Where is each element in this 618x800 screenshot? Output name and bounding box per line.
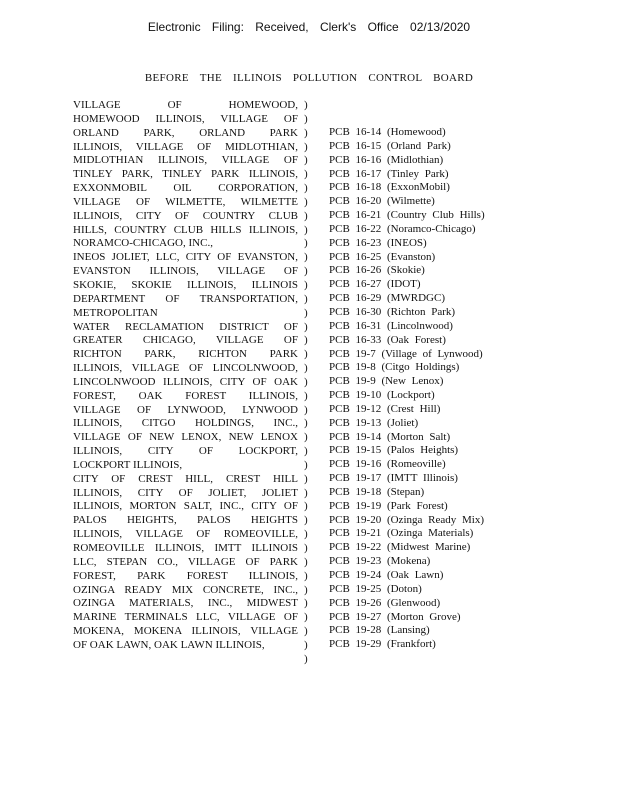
caption-paren: )	[304, 320, 308, 333]
caption-paren: )	[304, 445, 308, 458]
caption-paren: )	[304, 237, 308, 250]
case-number-line: PCB 16-17 (Tinley Park)	[329, 167, 449, 180]
caption-paren: )	[304, 528, 308, 541]
caption-paren: )	[304, 112, 308, 125]
party-line: DEPARTMENT OF TRANSPORTATION,	[73, 292, 298, 305]
caption-paren: )	[304, 154, 308, 167]
caption-paren: )	[304, 389, 308, 402]
case-number-line: PCB 19-16 (Romeoville)	[329, 458, 446, 471]
party-line: GREATER CHICAGO, VILLAGE OF	[73, 334, 298, 347]
party-line: PALOS HEIGHTS, PALOS HEIGHTS	[73, 514, 298, 527]
caption-paren: )	[304, 99, 308, 111]
case-number-line: PCB 16-29 (MWRDGC)	[329, 292, 446, 305]
party-line: MOKENA, MOKENA ILLINOIS, VILLAGE	[73, 625, 298, 638]
party-line: ILLINOIS, CITY OF JOLIET, JOLIET	[73, 486, 298, 499]
case-number-line: PCB 16-18 (ExxonMobil)	[329, 181, 450, 194]
case-number-line: PCB 16-31 (Lincolnwood)	[329, 319, 453, 332]
party-line: ILLINOIS, VILLAGE OF ROMEOVILLE,	[73, 528, 298, 541]
party-line: OZINGA MATERIALS, INC., MIDWEST	[73, 597, 298, 610]
party-line: ILLINOIS, CITGO HOLDINGS, INC.,	[73, 417, 298, 430]
party-line: EXXONMOBIL OIL CORPORATION,	[73, 182, 298, 195]
party-line: VILLAGE OF WILMETTE, WILMETTE	[73, 195, 298, 208]
caption-paren: )	[304, 223, 308, 236]
case-number-line: PCB 16-33 (Oak Forest)	[329, 333, 446, 346]
party-line: LOCKPORT ILLINOIS,	[73, 458, 183, 471]
case-number-line: PCB 19-21 (Ozinga Materials)	[329, 527, 474, 540]
case-number-line: PCB 16-21 (Country Club Hills)	[329, 209, 485, 222]
caption-paren: )	[304, 168, 308, 181]
caption-paren: )	[304, 569, 308, 582]
caption-paren: )	[304, 417, 308, 430]
party-line: ILLINOIS, CITY OF LOCKPORT,	[73, 445, 298, 458]
party-line: HOMEWOOD ILLINOIS, VILLAGE OF	[73, 112, 298, 125]
caption-paren: )	[304, 583, 308, 596]
case-number-line: PCB 19-28 (Lansing)	[329, 624, 430, 637]
party-line: ILLINOIS, VILLAGE OF LINCOLNWOOD,	[73, 362, 298, 375]
party-line: MIDLOTHIAN ILLINOIS, VILLAGE OF	[73, 154, 298, 167]
case-number-line: PCB 19-15 (Palos Heights)	[329, 444, 459, 457]
case-number-line: PCB 19-18 (Stepan)	[329, 485, 425, 498]
case-number-line: PCB 19-22 (Midwest Marine)	[329, 541, 471, 554]
case-number-line: PCB 19-27 (Morton Grove)	[329, 610, 461, 623]
caption-paren: )	[304, 486, 308, 499]
filing-stamp-header: Electronic Filing: Received, Clerk's Office 02/13/2020	[147, 20, 471, 34]
party-line: VILLAGE OF HOMEWOOD,	[73, 99, 298, 111]
party-line: ILLINOIS, VILLAGE OF MIDLOTHIAN,	[73, 140, 298, 153]
caption-paren: )	[304, 348, 308, 361]
case-number-line: PCB 19-13 (Joliet)	[329, 416, 419, 429]
caption-paren: )	[304, 458, 308, 471]
case-number-line: PCB 19-24 (Oak Lawn)	[329, 569, 444, 581]
party-line: INEOS JOLIET, LLC, CITY OF EVANSTON,	[73, 251, 298, 264]
caption-paren: )	[304, 306, 308, 319]
party-line: FOREST, PARK FOREST ILLINOIS,	[73, 569, 298, 582]
case-number-line: PCB 19-17 (IMTT Illinois)	[329, 472, 458, 485]
party-line: ROMEOVILLE ILLINOIS, IMTT ILLINOIS	[73, 542, 298, 554]
caption-paren: )	[304, 514, 308, 527]
parties-caption	[73, 99, 298, 653]
case-number-line: PCB 19-29 (Frankfort)	[329, 638, 436, 651]
caption-paren: )	[304, 638, 308, 651]
caption-paren: )	[304, 195, 308, 208]
party-line: LINCOLNWOOD ILLINOIS, CITY OF OAK	[73, 375, 298, 388]
caption-paren: )	[304, 500, 308, 513]
caption-paren: )	[304, 278, 308, 291]
caption-paren: )	[304, 431, 308, 444]
caption-paren: )	[304, 292, 308, 305]
party-line: WATER RECLAMATION DISTRICT OF	[73, 320, 298, 333]
board-title: BEFORE THE ILLINOIS POLLUTION CONTROL BOARD	[144, 72, 474, 84]
caption-paren: )	[304, 403, 308, 416]
caption-paren: )	[304, 334, 308, 347]
party-line: OF OAK LAWN, OAK LAWN ILLINOIS,	[73, 638, 265, 651]
case-number-line: PCB 16-23 (INEOS)	[329, 236, 427, 249]
caption-paren: )	[304, 555, 308, 568]
party-line: RICHTON PARK, RICHTON PARK	[73, 348, 298, 361]
party-line: ILLINOIS, MORTON SALT, INC., CITY OF	[73, 500, 298, 513]
caption-paren: )	[304, 472, 308, 485]
caption-paren: )	[304, 182, 308, 195]
case-number-line: PCB 19-9 (New Lenox)	[329, 375, 444, 388]
caption-paren: )	[304, 126, 308, 139]
case-number-line: PCB 19-26 (Glenwood)	[329, 596, 441, 609]
case-number-line: PCB 16-16 (Midlothian)	[329, 153, 444, 166]
caption-paren: )	[304, 542, 308, 554]
case-number-line: PCB 16-14 (Homewood)	[329, 126, 446, 138]
case-number-line: PCB 16-30 (Richton Park)	[329, 305, 456, 318]
party-line: HILLS, COUNTRY CLUB HILLS ILLINOIS,	[73, 223, 298, 236]
case-number-line: PCB 19-23 (Mokena)	[329, 555, 431, 568]
caption-parentheses	[304, 99, 314, 667]
party-line: SKOKIE, SKOKIE ILLINOIS, ILLINOIS	[73, 278, 298, 291]
caption-paren: )	[304, 652, 308, 665]
caption-paren: )	[304, 625, 308, 638]
party-line: CITY OF CREST HILL, CREST HILL	[73, 472, 298, 485]
case-number-line: PCB 19-25 (Doton)	[329, 582, 422, 595]
caption-paren: )	[304, 597, 308, 610]
case-number-line: PCB 19-20 (Ozinga Ready Mix)	[329, 513, 484, 526]
party-line: EVANSTON ILLINOIS, VILLAGE OF	[73, 265, 298, 278]
party-line: TINLEY PARK, TINLEY PARK ILLINOIS,	[73, 168, 298, 181]
case-number-line: PCB 16-22 (Noramco-Chicago)	[329, 222, 476, 235]
party-line: VILLAGE OF LYNWOOD, LYNWOOD	[73, 403, 298, 416]
party-line: ORLAND PARK, ORLAND PARK	[73, 126, 298, 139]
caption-paren: )	[304, 265, 308, 278]
party-line: ILLINOIS, CITY OF COUNTRY CLUB	[73, 209, 298, 222]
party-line: LLC, STEPAN CO., VILLAGE OF PARK	[73, 555, 298, 568]
case-number-line: PCB 16-15 (Orland Park)	[329, 139, 451, 152]
case-number-line: PCB 19-12 (Crest Hill)	[329, 402, 441, 415]
caption-paren: )	[304, 611, 308, 624]
case-number-line: PCB 19-19 (Park Forest)	[329, 499, 448, 512]
party-line: VILLAGE OF NEW LENOX, NEW LENOX	[73, 431, 298, 444]
party-line: NORAMCO-CHICAGO, INC.,	[73, 237, 213, 250]
caption-paren: )	[304, 209, 308, 222]
caption-paren: )	[304, 362, 308, 375]
case-number-line: PCB 16-20 (Wilmette)	[329, 195, 435, 208]
party-line: MARINE TERMINALS LLC, VILLAGE OF	[73, 611, 298, 624]
case-number-line: PCB 19-14 (Morton Salt)	[329, 430, 451, 443]
party-line: OZINGA READY MIX CONCRETE, INC.,	[73, 583, 298, 596]
case-number-line: PCB 16-27 (IDOT)	[329, 278, 421, 291]
case-number-line: PCB 19-7 (Village of Lynwood)	[329, 347, 483, 360]
caption-paren: )	[304, 251, 308, 264]
case-number-line: PCB 16-26 (Skokie)	[329, 264, 425, 277]
party-line: METROPOLITAN	[73, 306, 158, 319]
case-numbers-list	[329, 126, 489, 652]
caption-paren: )	[304, 375, 308, 388]
case-number-line: PCB 19-8 (Citgo Holdings)	[329, 361, 460, 374]
caption-paren: )	[304, 140, 308, 153]
party-line: FOREST, OAK FOREST ILLINOIS,	[73, 389, 298, 402]
case-number-line: PCB 16-25 (Evanston)	[329, 250, 436, 263]
case-number-line: PCB 19-10 (Lockport)	[329, 389, 435, 402]
